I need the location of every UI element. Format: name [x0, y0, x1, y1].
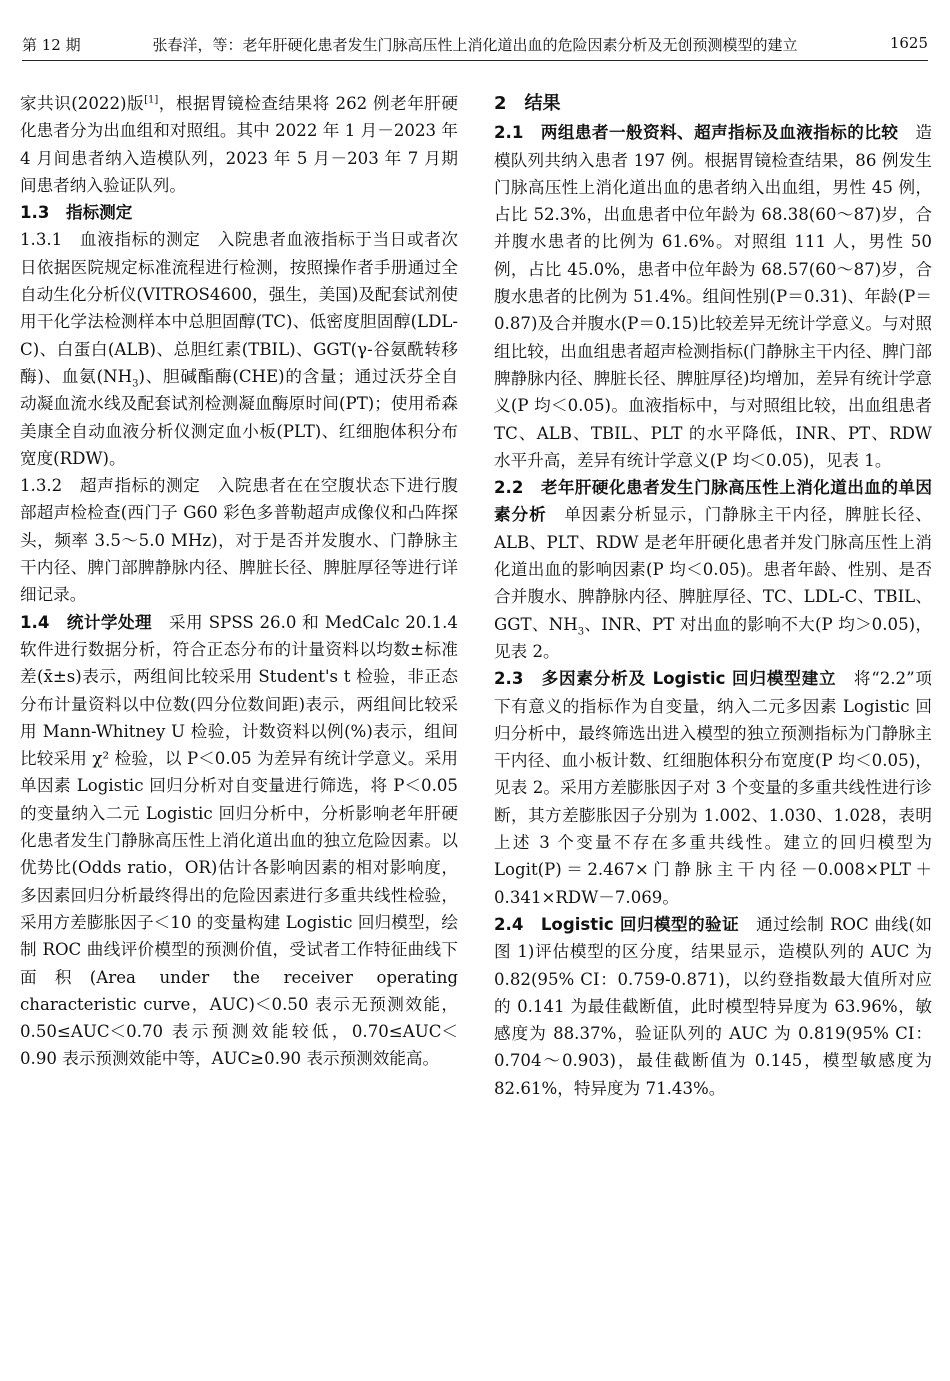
running-title: 张春洋，等：老年肝硬化患者发生门脉高压性上消化道出血的危险因素分析及无创预测模型的建立	[152, 36, 798, 54]
page-header	[22, 20, 928, 61]
heading-2: 2 结果	[494, 93, 561, 114]
heading-2-3: 2.3 多因素分析及 Logistic 回归模型建立	[494, 669, 837, 689]
nh3-subscript-2: 3	[577, 625, 585, 637]
heading-1-3-2: 1.3.2 超声指标的测定	[20, 476, 201, 496]
statistics-text: 采用 SPSS 26.0 和 MedCalc 20.1.4 软件进行数据分析，符合正态分布的计量资料以均数±标准差(x̄±s)表示，两组间比较采用 Student's t 检验，非正态分布计量资料以中位数(四分位数间距)表示，两组间比较采用 Mann-Whitney U 检验，计数资料以例(%)表示，组间比较采用 χ² 检验，以 P＜0.05 为差异有统计学意义。采用单因素 Logistic 回归分析对自变量进行筛选，将 P＜0.05 的变量纳入二元 Logistic 回归分析中，分析影响老年肝硬化患者发生门静脉高压性上消化道出血的独立危险因素。以优势比(Odds ratio，OR)估计各影响因素的相对影响度，多因素回归分析最终得出的危险因素进行多重共线性检验，采用方差膨胀因子＜10 的变量构建 Logistic 回归模型，绘制 ROC 曲线评价模型的预测价值，受试者工作特征曲线下面积(Area under the receiver operating characteristic curve，AUC)＜0.50 表示无预测效能，0.50≤AUC＜0.70 表示预测效能较低，0.70≤AUC＜0.90 表示预测效能中等，AUC≥0.90 表示预测效能高。	[20, 612, 458, 1069]
paragraph-2-3	[494, 665, 932, 911]
paragraph-1-3-2	[20, 472, 458, 608]
results-2-4-text: 通过绘制 ROC 曲线(如图 1)评估模型的区分度，结果显示，造模队列的 AUC 为 0.82(95% CI：0.759-0.871)，以约登指数最大值所对应的 0.141 为最佳截断值，此时模型特异度为 63.96%，敏感度为 88.37%，验证队列的 AUC 为 0.819(95% CI：0.704～0.903)，最佳截断值为 0.145，模型敏感度为 82.61%，特异度为 71.43%。	[494, 914, 932, 1098]
paragraph-2-1	[494, 119, 932, 474]
heading-2-4: 2.4 Logistic 回归模型的验证	[494, 914, 740, 934]
paragraph-2-2	[494, 474, 932, 665]
results-2-3-text: 将“2.2”项下有意义的指标作为自变量，纳入二元多因素 Logistic 回归分析中，最终筛选出进入模型的独立预测指标为门静脉主干内径、血小板计数、红细胞体积分布宽度(P 均＜0.05)，见表 2。采用方差膨胀因子对 3 个变量的多重共线性进行诊断，其方差膨胀因子分别为 1.002、1.030、1.028，表明上述 3 个变量不存在多重共线性。建立的回归模型为 Logit(P)＝2.467×门静脉主干内径－0.008×PLT＋0.341×RDW－7.069。	[494, 669, 932, 907]
paragraph-1-4	[20, 609, 458, 1073]
ultrasound-text: 入院患者在在空腹状态下进行腹部超声检检查(西门子 G60 彩色多普勒超声成像仪和凸阵探头，频率 3.5～5.0 MHz)，对于是否并发腹水、门静脉主干内径、脾门部脾静脉内径、脾脏长径、脾脏厚径等进行详细记录。	[20, 476, 458, 605]
issue-number: 第 12 期	[22, 36, 81, 54]
citation-ref: [1]	[144, 94, 159, 106]
heading-1-4: 1.4 统计学处理	[20, 612, 152, 632]
page-number: 1625	[889, 34, 928, 52]
paragraph-1-3-1	[20, 226, 458, 472]
heading-1-3-1: 1.3.1 血液指标的测定	[20, 230, 201, 250]
heading-2-1: 2.1 两组患者一般资料、超声指标及血液指标的比较	[494, 123, 899, 143]
intro-text-b: ，根据胃镜检查结果将 262 例老年肝硬化患者分为出血组和对照组。其中 2022 年 1 月－2023 年 4 月间患者纳入造模队列，2023 年 5 月－203 年 7 月期间患者纳入验证队列。	[20, 94, 458, 195]
results-2-2-text-b: 、INR、PT 对出血的影响不大(P 均＞0.05)，见表 2。	[494, 614, 932, 661]
nh3-subscript: 3	[132, 378, 139, 390]
heading-1-3: 1.3 指标测定	[20, 203, 133, 223]
heading-2-2: 2.2 老年肝硬化患者发生门脉高压性上消化道出血的单因素分析	[494, 478, 932, 525]
intro-paragraph	[20, 90, 458, 199]
right-column	[494, 90, 932, 1102]
left-column	[20, 90, 458, 1073]
blood-text-b: )、胆碱酯酶(CHE)的含量；通过沃芬全自动凝血流水线及配套试剂检测凝血酶原时间(PT)；使用希森美康全自动血液分析仪测定血小板(PLT)、红细胞体积分布宽度(RDW)。	[20, 366, 458, 468]
blood-text-a: 入院患者血液指标于当日或者次日依据医院规定标准流程进行检测，按照操作者手册通过全自动生化分析仪(VITROS4600，强生，美国)及配套试剂使用干化学法检测样本中总胆固醇(TC)、低密度胆固醇(LDL-C)、白蛋白(ALB)、总胆红素(TBIL)、GGT(γ-谷氨酰转移酶)、血氨(NH	[20, 230, 458, 386]
intro-text-a: 家共识(2022)版	[20, 94, 145, 113]
results-2-2-text-a: 单因素分析显示，门静脉主干内径，脾脏长径、ALB、PLT、RDW 是老年肝硬化患者并发门脉高压性上消化道出血的影响因素(P 均＜0.05)。患者年龄、性别、是否合并腹水、脾静脉内径、脾脏厚径、TC、LDL-C、TBIL、GGT、NH	[494, 505, 933, 634]
results-2-1-text: 造模队列共纳入患者 197 例。根据胃镜检查结果，86 例发生门脉高压性上消化道出血的患者纳入出血组，男性 45 例，占比 52.3%，出血患者中位年龄为 68.38(60～87)岁，合并腹水患者的比例为 61.6%。对照组 111 人，男性 50 例，占比 45.0%，患者中位年龄为 68.57(60～87)岁，合腹水患者的比例为 51.4%。组间性别(P＝0.31)、年龄(P＝0.87)及合并腹水(P＝0.15)比较差异无统计学意义。与对照组比较，出血组患者超声检测指标(门静脉主干内径、脾门部脾静脉内径、脾脏长径、脾脏厚径)均增加，差异有统计学意义(P 均＜0.05)。血液指标中，与对照组比较，出血组患者 TC、ALB、TBIL、PLT 的水平降低，INR、PT、RDW 水平升高，差异有统计学意义(P 均＜0.05)，见表 1。	[494, 123, 932, 470]
paragraph-2-4	[494, 911, 932, 1102]
